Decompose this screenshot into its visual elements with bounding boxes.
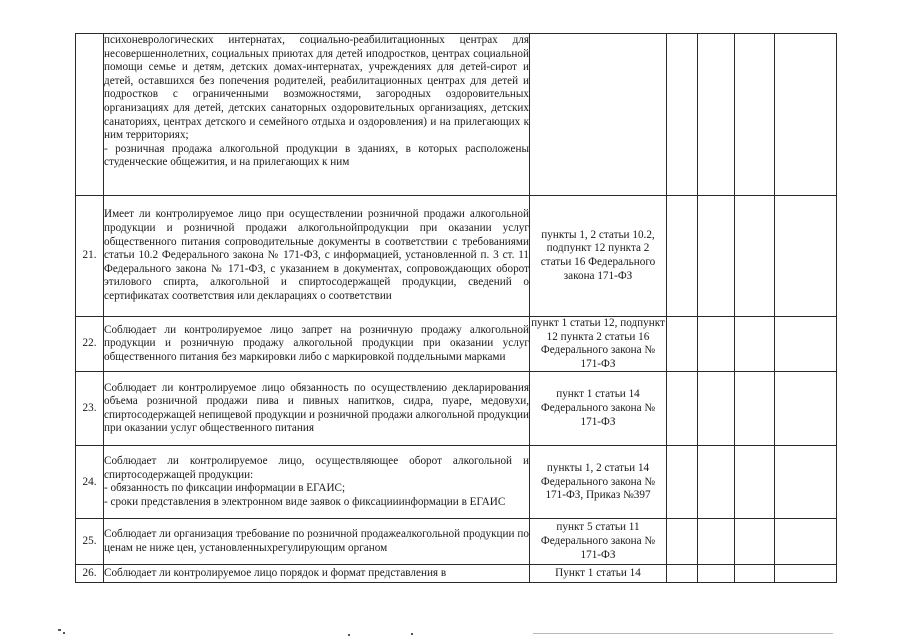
table-row — [76, 34, 837, 196]
row-number: 25. — [76, 519, 104, 565]
answer-na-cell — [735, 446, 775, 519]
answer-no-cell — [698, 196, 735, 317]
legal-reference: Пункт 1 статьи 14 — [530, 565, 667, 583]
comment-cell — [775, 372, 837, 446]
answer-no-cell — [698, 34, 735, 196]
requirement-question: Имеет ли контролируемое лицо при осуществлении розничной продажи алкогольной продукции и розничной продажи алкогольнойпродукции при оказании услуг общественного питания сопроводительные документы в соответствии с требованиями статьи 10.2 Федерального закона № 171-ФЗ, с информацией, установленной п. 3 ст. 11 Федерального закона № 171-ФЗ, с указанием в документах, сопровождающих оборот этилового спирта, алкогольной и спиртосодержащей продукции, сведений о сертификатах соответствия или декларациях о соответствии — [104, 196, 530, 317]
answer-no-cell — [698, 372, 735, 446]
table-row — [76, 565, 837, 583]
answer-na-cell — [735, 317, 775, 372]
answer-no-cell — [698, 565, 735, 583]
row-number: 26. — [76, 565, 104, 583]
answer-na-cell — [735, 565, 775, 583]
comment-cell — [775, 317, 837, 372]
legal-reference: пункт 1 статьи 12, подпункт 12 пункта 2 статьи 16 Федерального закона № 171-ФЗ — [530, 317, 667, 372]
scan-speck — [348, 634, 350, 636]
answer-na-cell — [735, 196, 775, 317]
answer-yes-cell — [667, 34, 698, 196]
legal-reference: пункты 1, 2 статьи 10.2, подпункт 12 пункта 2 статьи 16 Федерального закона 171-ФЗ — [530, 196, 667, 317]
comment-cell — [775, 446, 837, 519]
answer-no-cell — [698, 519, 735, 565]
answer-na-cell — [735, 34, 775, 196]
table-row — [76, 317, 837, 372]
answer-yes-cell — [667, 372, 698, 446]
answer-yes-cell — [667, 317, 698, 372]
comment-cell — [775, 34, 837, 196]
row-number: 23. — [76, 372, 104, 446]
legal-reference: пункт 5 статьи 11 Федерального закона № 171-ФЗ — [530, 519, 667, 565]
legal-reference — [530, 34, 667, 196]
row-number: 24. — [76, 446, 104, 519]
answer-yes-cell — [667, 565, 698, 583]
answer-no-cell — [698, 446, 735, 519]
legal-reference: пункты 1, 2 статьи 14 Федерального закона № 171-ФЗ, Приказ №397 — [530, 446, 667, 519]
row-number — [76, 34, 104, 196]
table-row — [76, 446, 837, 519]
comment-cell — [775, 565, 837, 583]
requirement-question: Соблюдает ли контролируемое лицо порядок и формат представления в — [104, 565, 530, 583]
requirement-question: Соблюдает ли контролируемое лицо обязанность по осуществлению декларирования объема розничной продажи пива и пивных напитков, сидра, пуаре, медовухи, спиртосодержащей непищевой продукции и розничной продажи алкогольной продукции при оказании услуг общественного питания — [104, 372, 530, 446]
answer-na-cell — [735, 372, 775, 446]
answer-yes-cell — [667, 196, 698, 317]
scan-speck — [63, 632, 65, 634]
table-row — [76, 372, 837, 446]
comment-cell — [775, 519, 837, 565]
answer-no-cell — [698, 317, 735, 372]
answer-na-cell — [735, 519, 775, 565]
scan-speck — [58, 629, 61, 631]
requirement-question: Соблюдает ли контролируемое лицо, осуществляющее оборот алкогольной и спиртосодержащей продукции: - обязанность по фиксации информации в ЕГАИС; - сроки представления в электронном виде заявок о фиксацииинформации в ЕГАИС — [104, 446, 530, 519]
requirement-question: Соблюдает ли организация требование по розничной продажеалкогольной продукции по ценам не ниже цен, установленныхрегулирующим органом — [104, 519, 530, 565]
row-number: 22. — [76, 317, 104, 372]
answer-yes-cell — [667, 446, 698, 519]
answer-yes-cell — [667, 519, 698, 565]
legal-reference: пункт 1 статьи 14 Федерального закона № 171-ФЗ — [530, 372, 667, 446]
table-row — [76, 196, 837, 317]
checklist-table — [75, 33, 837, 583]
table-row — [76, 519, 837, 565]
scan-speck — [411, 633, 413, 635]
requirement-question: психоневрологических интернатах, социально-реабилитационных центрах для несовершеннолетних, социальных приютах для детей иподростков, центрах социальной помощи семье и детям, детских домах-интернатах, учреждениях для детей-сирот и детей, оставшихся без попечения родителей, реабилитационных центрах для детей и подростков с ограниченными возможностями, загородных оздоровительных организациях для детей, детских санаторных оздоровительных организациях, детских санаториях, центрах детского и семейного отдыха и оздоровления) и на прилегающих к ним территориях; - розничная продажа алкогольной продукции в зданиях, в которых расположены студенческие общежития, и на прилегающих к ним — [104, 34, 530, 196]
scan-edge-line — [533, 633, 833, 634]
row-number: 21. — [76, 196, 104, 317]
comment-cell — [775, 196, 837, 317]
requirement-question: Соблюдает ли контролируемое лицо запрет на розничную продажу алкогольной продукции и розничную продажу алкогольной продукции при оказании услуг общественного питания без маркировки либо с маркировкой поддельными марками — [104, 317, 530, 372]
